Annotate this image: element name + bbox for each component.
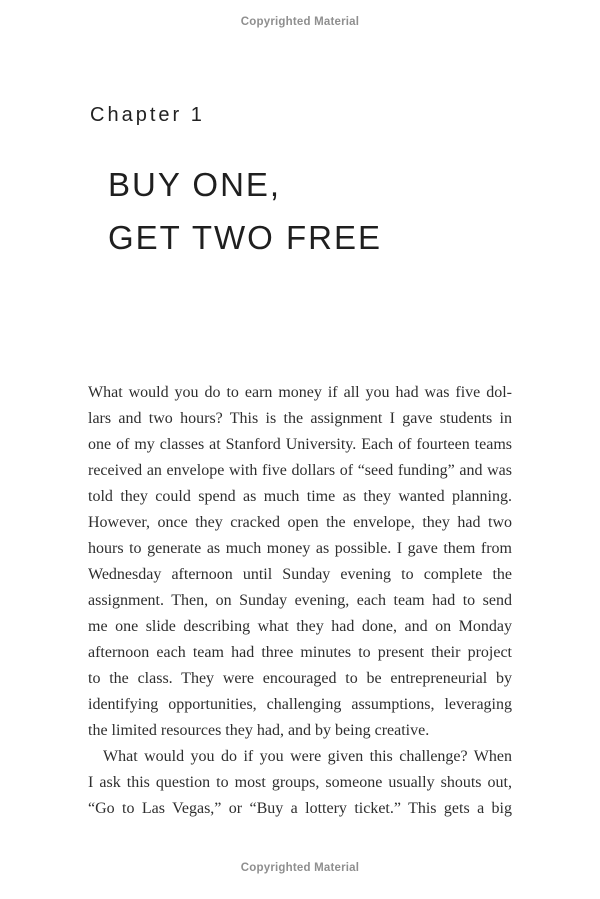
body-line: to the class. They were encouraged to be entrepreneurial by bbox=[88, 670, 512, 687]
body-line: assignment. Then, on Sunday evening, each team had to send bbox=[88, 592, 512, 609]
body-text bbox=[88, 380, 512, 822]
body-line: identifying opportunities, challenging assumptions, leveraging bbox=[88, 696, 512, 713]
chapter-title-line-2: GET TWO FREE bbox=[108, 219, 382, 256]
body-line: the limited resources they had, and by being creative. bbox=[88, 722, 430, 739]
chapter-title-line-1: BUY ONE, bbox=[108, 166, 282, 203]
body-line: I ask this question to most groups, someone usually shouts out, bbox=[88, 774, 512, 791]
chapter-title bbox=[108, 158, 382, 264]
body-line: However, once they cracked open the envelope, they had two bbox=[88, 514, 512, 531]
body-line: afternoon each team had three minutes to present their project bbox=[88, 644, 512, 661]
body-line: told they could spend as much time as they wanted planning. bbox=[88, 488, 512, 505]
body-line: one of my classes at Stanford University. Each of fourteen teams bbox=[88, 436, 512, 453]
body-line: What would you do to earn money if all you had was five dol- bbox=[88, 384, 512, 401]
copyright-notice-top: Copyrighted Material bbox=[240, 16, 360, 28]
copyright-notice-bottom: Copyrighted Material bbox=[240, 862, 360, 874]
body-line: hours to generate as much money as possible. I gave them from bbox=[88, 540, 512, 557]
body-line: What would you do if you were given this challenge? When bbox=[103, 748, 512, 765]
body-line: received an envelope with five dollars of “seed funding” and was bbox=[88, 462, 512, 479]
body-line: me one slide describing what they had done, and on Monday bbox=[88, 618, 512, 635]
body-line: Wednesday afternoon until Sunday evening to complete the bbox=[88, 566, 512, 583]
body-line: “Go to Las Vegas,” or “Buy a lottery ticket.” This gets a big bbox=[88, 800, 512, 817]
body-line: lars and two hours? This is the assignment I gave students in bbox=[88, 410, 512, 427]
chapter-label: Chapter 1 bbox=[90, 104, 205, 126]
